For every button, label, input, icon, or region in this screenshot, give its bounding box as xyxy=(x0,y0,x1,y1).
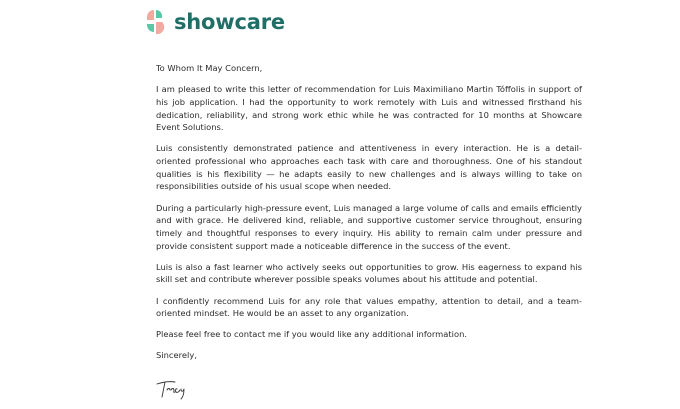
paragraph-5: I confidently recommend Luis for any role that values empathy, attention to detail, and a team-oriented mindset. He would be an asset to any organization. xyxy=(156,295,582,319)
paragraph-4: Luis is also a fast learner who actively seeks out opportunities to grow. His eagerness to expand his skill set and contribute wherever possible speaks volumes about his attitude and potential. xyxy=(156,261,582,285)
showcare-logo xyxy=(144,8,285,36)
closing: Sincerely, xyxy=(156,350,197,361)
brand-name: showcare xyxy=(174,9,285,34)
paragraph-2: Luis consistently demonstrated patience and attentiveness in every interaction. He is a detail-oriented professional who approaches each task with care and thoroughness. One of his standout qualities is his flexibility — he adapts easily to new challenges and is always willing to take on responsibilities outside of his usual scope when needed. xyxy=(156,143,582,192)
paragraph-3: During a particularly high-pressure event, Luis managed a large volume of calls and emails efficiently and with grace. He delivered kind, reliable, and supportive customer service throughout, ensuring timely and thoughtful responses to every inquiry. His ability to remain calm under pressure and provide consistent support made a noticeable difference in the success of the event. xyxy=(156,202,582,251)
recommendation-letter xyxy=(156,62,582,368)
salutation: To Whom It May Concern, xyxy=(156,63,263,73)
paragraph-1: I am pleased to write this letter of recommendation for Luis Maximiliano Martin Tóffolis in support of his job application. I had the opportunity to work remotely with Luis and witnessed firsthand his dedication, reliability, and strong work ethic while he was contracted for 10 months at Showcare Event Solutions. xyxy=(156,84,582,133)
showcare-logo-mark-icon xyxy=(144,9,166,35)
paragraph-6: Please feel free to contact me if you would like any additional information. xyxy=(156,329,468,340)
signature-image xyxy=(155,378,195,400)
